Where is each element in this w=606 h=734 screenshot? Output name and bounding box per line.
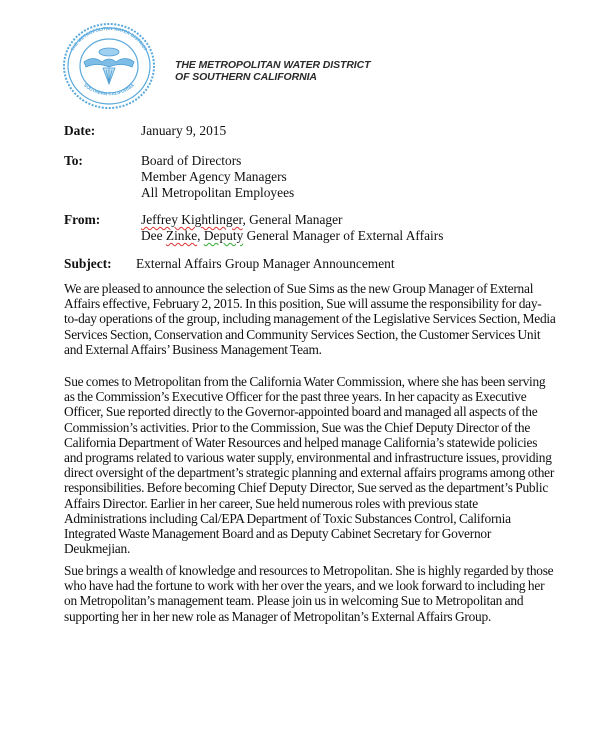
letterhead — [60, 20, 460, 112]
body-line: on Metropolitan’s management team. Please join us in welcoming Sue to Metropolitan and — [64, 593, 524, 609]
body-line: as the Commission’s Executive Officer for the past three years. In her capacity as Executive — [64, 389, 527, 405]
body-line: Sue comes to Metropolitan from the California Water Commission, where she has been serving — [64, 374, 546, 389]
seal-top-text: THE METROPOLITAN WATER DISTRICT — [69, 25, 149, 52]
organization-name-line-1: THE METROPOLITAN WATER DISTRICT — [175, 59, 371, 71]
body-line: Affairs effective, February 2, 2015. In this position, Sue will assume the responsibility for day- — [64, 296, 542, 312]
body-line: direct oversight of the department’s strategic planning and external affairs programs among other — [64, 465, 555, 481]
body-line: and programs related to various water supply, environmental and infrastructure issues, providing — [64, 449, 552, 465]
body-line: supporting her in her new role as Manager of Metropolitan’s External Affairs Group. — [64, 608, 492, 624]
body-paragraph-2 — [64, 374, 556, 556]
body-line: Services Section, Conservation and Community Services Section, the Customer Services Unit — [64, 326, 541, 342]
sender — [141, 212, 443, 228]
sender-title: , General Manager — [242, 212, 343, 227]
subject-label: Subject: — [64, 256, 112, 271]
body-line: We are pleased to announce the selection of Sue Sims as the new Group Manager of External — [64, 281, 534, 296]
body-line: California Department of Water Resources and helped manage California’s statewide policies — [64, 434, 538, 450]
body-line: Commission’s activities. Prior to the Commission, Sue was the Chief Deputy Director of the — [64, 419, 531, 435]
body-line: and External Affairs’ Business Management Team. — [64, 341, 322, 357]
date-value: January 9, 2015 — [141, 123, 227, 138]
sender-deputy-grammarcheck: Deputy — [203, 228, 244, 243]
body-line: Integrated Waste Management Board and as Deputy Cabinet Secretary for Governor — [64, 525, 492, 541]
date-label: Date: — [64, 123, 96, 138]
body-paragraph-3 — [64, 563, 556, 624]
sender-title: General Manager of External Affairs — [243, 228, 444, 243]
body-line: Sue brings a wealth of knowledge and resources to Metropolitan. She is highly regarded by those — [64, 563, 554, 578]
seal-bottom-text: SOUTHERN CALIFORNIA — [82, 82, 136, 97]
body-line: to-day operations of the group, including management of the Legislative Services Section, Media — [64, 311, 556, 327]
body-line: responsibilities. Before becoming Chief Deputy Director, Sue served as the department’s Public — [64, 480, 549, 496]
sender-first-name: Dee — [141, 228, 166, 243]
sender-last-name-spellcheck: Zinke — [165, 228, 198, 243]
body-line: Affairs Director. Earlier in her career, Sue held numerous roles with previous state — [64, 495, 478, 511]
body-line: Administrations including Cal/EPA Department of Toxic Substances Control, California — [64, 510, 511, 526]
recipient: Board of Directors — [141, 153, 242, 168]
recipient: Member Agency Managers — [141, 169, 287, 184]
district-seal-logo — [62, 22, 156, 110]
sender-separator: , — [197, 228, 204, 243]
sender — [141, 228, 443, 244]
organization-name — [175, 59, 370, 83]
subject-value: External Affairs Group Manager Announcement — [136, 256, 395, 271]
to-label: To: — [64, 153, 83, 168]
body-paragraph-1 — [64, 281, 556, 357]
from-label: From: — [64, 212, 101, 227]
body-line: Deukmejian. — [64, 541, 131, 557]
organization-name-line-2: OF SOUTHERN CALIFORNIA — [175, 71, 317, 83]
sender-name-spellcheck: Jeffrey Kightlinger — [141, 212, 243, 227]
body-line: who have had the fortune to work with her over the years, and we look forward to including her — [64, 578, 545, 594]
to-recipients — [141, 153, 294, 201]
recipient: All Metropolitan Employees — [141, 185, 295, 200]
body-line: Officer, Sue reported directly to the Governor-appointed board and managed all aspects of the — [64, 404, 538, 420]
from-senders — [141, 212, 443, 244]
